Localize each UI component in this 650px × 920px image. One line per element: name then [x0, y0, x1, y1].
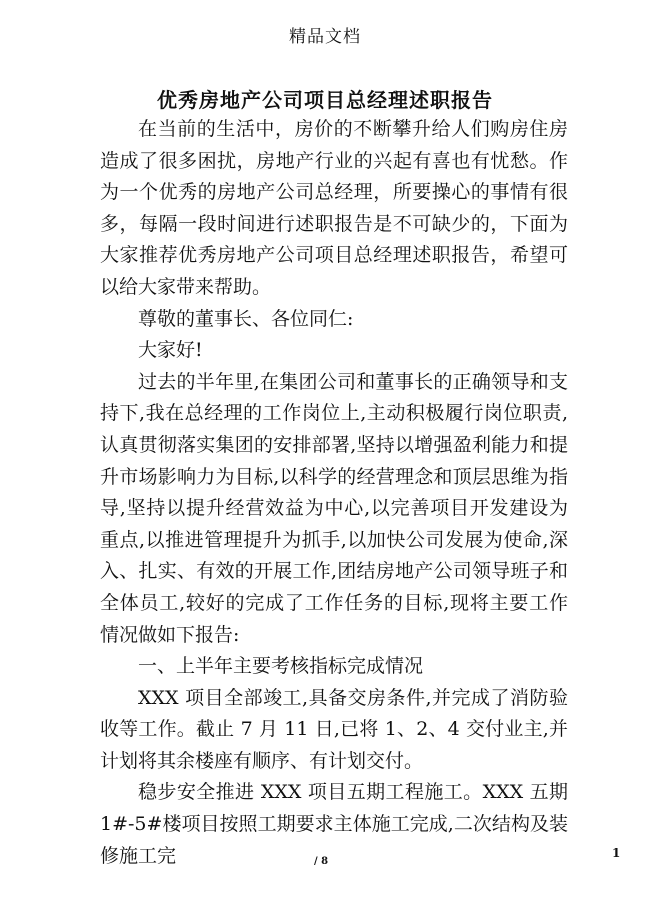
paragraph-summary: 过去的半年里,在集团公司和董事长的正确领导和支持下,我在总经理的工作岗位上,主动积极履行岗位职责,认真贯彻落实集团的安排部署,坚持以增强盈利能力和提升市场影响力为目标,以科学的经营理念和顶层思维为指导,坚持以提升经营效益为中心,以完善项目开发建设为重点,以推进管理提升为抓手,以加快公司发展为使命,深入、扎实、有效的开展工作,团结房地产公司领导班子和全体员工,较好的完成了工作任务的目标,现将主要工作情况做如下报告: — [100, 370, 568, 646]
section-heading: 一、上半年主要考核指标完成情况 — [138, 655, 424, 678]
page-number: 1 — [612, 846, 621, 860]
paragraph-greeting: 大家好! — [138, 339, 203, 362]
document-body — [100, 114, 568, 872]
document-title: 优秀房地产公司项目总经理述职报告 — [157, 88, 493, 112]
paragraph-project-completion: XXX 项目全部竣工,具备交房条件,并完成了消防验收等工作。截止 7 月 11 日,已将 1、2、4 交付业主,并计划将其余楼座有顺序、有计划交付。 — [100, 686, 568, 772]
header-label: 精品文档 — [289, 27, 361, 47]
page-total: / 8 — [314, 856, 329, 867]
paragraph-phase-five: 稳步安全推进 XXX 项目五期工程施工。XXX 五期 1#-5#楼项目按照工期要求主体施工完成,二次结构及装修施工完 — [100, 781, 568, 867]
paragraph-intro: 在当前的生活中，房价的不断攀升给人们购房住房造成了很多困扰，房地产行业的兴起有喜也有忧愁。作为一个优秀的房地产公司总经理，所要操心的事情有很多，每隔一段时间进行述职报告是不可缺少的，下面为大家推荐优秀房地产公司项目总经理述职报告，希望可以给大家带来帮助。 — [100, 118, 568, 298]
paragraph-salutation: 尊敬的董事长、各位同仁: — [138, 307, 354, 330]
